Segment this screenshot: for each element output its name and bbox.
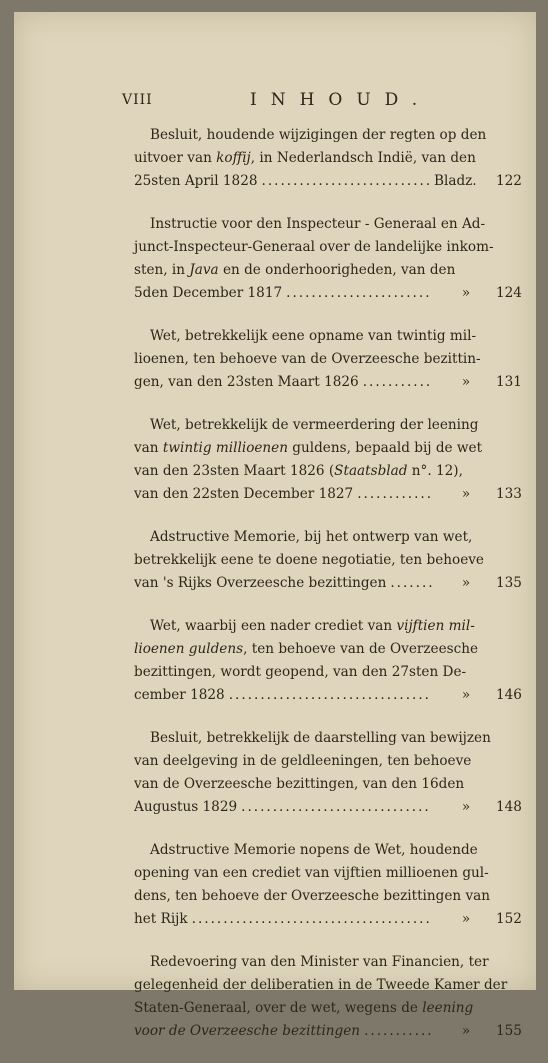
page-ref-number: 122 (496, 173, 522, 189)
dot-leader (357, 483, 432, 506)
toc-line: lioenen, ten behoeve van de Overzeesche bezittin- (134, 351, 481, 367)
toc-line: Redevoering van den Minister van Financien, ter (150, 954, 489, 970)
page-ref-number: 131 (496, 374, 522, 390)
dot-leader (262, 170, 431, 193)
toc-line-last: 5den December 1817 ..... » 124 (14, 282, 536, 305)
toc-line: Adstructive Memorie, bij het ontwerp van wet, (150, 529, 473, 545)
toc-line: uitvoer van koffij, in Nederlandsch Indië, van den (134, 150, 476, 166)
page-ref-label: » (461, 575, 471, 591)
toc-line: gelegenheid der deliberatien in de Tweede Kamer der (134, 977, 508, 993)
dot-leader (364, 1020, 432, 1043)
toc-line: van deelgeving in de geldleeningen, ten behoeve (134, 753, 472, 769)
dot-leader (229, 684, 432, 707)
toc-line-last: van den 22sten December 1827 ..... » 133 (14, 483, 536, 506)
toc-entry (14, 414, 536, 506)
dot-leader (241, 796, 432, 819)
toc-entry (14, 615, 536, 707)
dot-leader (192, 908, 432, 931)
toc-line-last: het Rijk ..... » 152 (14, 908, 536, 931)
toc-line: Besluit, betrekkelijk de daarstelling van bewijzen (150, 730, 491, 746)
toc-line-last: gen, van den 23sten Maart 1826 ..... » 131 (14, 371, 536, 394)
page-header (14, 90, 536, 114)
toc-line: Wet, betrekkelijk eene opname van twintig mil- (150, 328, 477, 344)
dot-leader (286, 282, 432, 305)
toc-line: opening van een crediet van vijftien millioenen gul- (134, 865, 489, 881)
toc-line: dens, ten behoeve der Overzeesche bezittingen van (134, 888, 491, 904)
dot-leader (363, 371, 432, 394)
toc-line: van den 23sten Maart 1826 (Staatsblad n°. 12), (134, 463, 463, 479)
toc-entry (14, 951, 536, 1043)
page-ref-number: 152 (496, 911, 522, 927)
page-ref-label: » (461, 687, 471, 703)
toc-entry (14, 325, 536, 394)
toc-line-last: cember 1828 ..... » 146 (14, 684, 536, 707)
page-ref-label: » (461, 799, 471, 815)
page-ref-label: » (461, 486, 471, 502)
toc-line-last: van 's Rijks Overzeesche bezittingen ..... » 135 (14, 572, 536, 595)
toc-line-last: voor de Overzeesche bezittingen ..... » 155 (14, 1020, 536, 1043)
page-ref-number: 148 (496, 799, 522, 815)
page-ref-label: » (461, 911, 471, 927)
toc-line: junct-Inspecteur-Generaal over de landelijke inkom- (134, 239, 494, 255)
toc-entry (14, 124, 536, 193)
toc-entry (14, 526, 536, 595)
dot-leader (390, 572, 432, 595)
toc-line: Wet, waarbij een nader crediet van vijftien mil- (150, 618, 475, 634)
toc-line: lioenen guldens, ten behoeve van de Overzeesche (134, 641, 479, 657)
book-page (14, 12, 536, 1039)
page-ref-label: » (461, 285, 471, 301)
toc-line: Wet, betrekkelijk de vermeerdering der leening (150, 417, 479, 433)
toc-line: van de Overzeesche bezittingen, van den 16den (134, 776, 465, 792)
toc-line-last: Augustus 1829 ..... » 148 (14, 796, 536, 819)
toc-line: sten, in Java en de onderhoorigheden, van den (134, 262, 456, 278)
toc-line: betrekkelijk eene te doene negotiatie, ten behoeve (134, 552, 484, 568)
toc-line: van twintig millioenen guldens, bepaald bij de wet (134, 440, 483, 456)
toc-line: Instructie voor den Inspecteur - Generaal en Ad- (150, 216, 486, 232)
toc-entry (14, 839, 536, 931)
page-ref-number: 155 (496, 1023, 522, 1039)
toc-line: Adstructive Memorie nopens de Wet, houdende (150, 842, 478, 858)
page-ref-label: » (461, 1023, 471, 1039)
toc-line: Besluit, houdende wijzigingen der regten op den (150, 127, 487, 143)
toc-line: bezittingen, wordt geopend, van den 27sten De- (134, 664, 467, 680)
page-ref-number: 133 (496, 486, 522, 502)
page-ref-number: 146 (496, 687, 522, 703)
table-of-contents (14, 124, 536, 1063)
page-ref-number: 124 (496, 285, 522, 301)
page-ref-label: » (461, 374, 471, 390)
page-number: VIII (122, 92, 153, 108)
toc-entry (14, 727, 536, 819)
toc-line: Staten-Generaal, over de wet, wegens de leening (134, 1000, 474, 1016)
running-title: INHOUD. (250, 90, 432, 110)
toc-line-last: 25sten April 1828 ..... Bladz. 122 (14, 170, 536, 193)
page-ref-label: Bladz. (434, 173, 477, 189)
page-ref-number: 135 (496, 575, 522, 591)
toc-entry (14, 213, 536, 305)
